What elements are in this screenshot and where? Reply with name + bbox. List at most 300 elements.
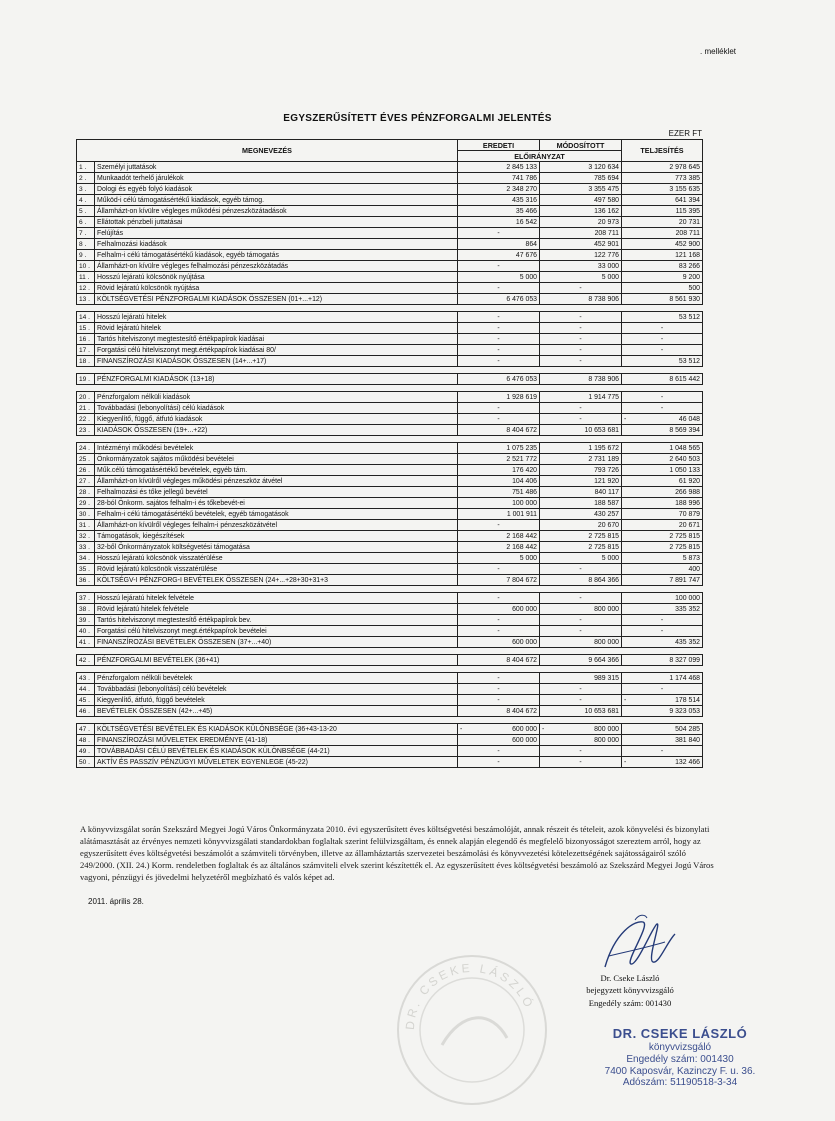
modositott-cell: 800 000 [540, 604, 622, 615]
modositott-cell: - [540, 626, 622, 637]
modositott-cell: 785 694 [540, 173, 622, 184]
teljesites-cell [622, 414, 703, 425]
table-row [77, 673, 703, 684]
row-label: KÖLTSÉGVETÉSI BEVÉTELEK ÉS KIADÁSOK KÜLÖNBSÉGE (36+43-13-20 [95, 724, 458, 735]
modositott-cell: 2 725 815 [540, 531, 622, 542]
teljesites-cell: - [622, 345, 703, 356]
spacer-cell [77, 648, 95, 655]
eredeti-cell: 1 928 619 [458, 392, 540, 403]
row-label: Pénzforgalom nélküli bevételek [95, 673, 458, 684]
row-number: 7 . [77, 228, 95, 239]
eredeti-cell: 2 845 133 [458, 162, 540, 173]
modositott-cell: 1 195 672 [540, 443, 622, 454]
row-label: Kiegyenlítő, függő, átfutó kiadások [95, 414, 458, 425]
modositott-cell: 188 587 [540, 498, 622, 509]
stamp-license: Engedély szám: 001430 [626, 1053, 734, 1065]
teljesites-cell: - [622, 615, 703, 626]
eredeti-cell: - [458, 283, 540, 294]
negative-sign: - [624, 415, 627, 423]
modositott-cell: - [540, 684, 622, 695]
teljesites-cell: 61 920 [622, 476, 703, 487]
teljesites-cell: 20 671 [622, 520, 703, 531]
row-number: 46 . [77, 706, 95, 717]
table-row [77, 228, 703, 239]
table-row [77, 294, 703, 305]
row-label: Államházt-on kívülre végleges felhalmozási pénzeszközátadás [95, 261, 458, 272]
stamp-name: DR. CSEKE LÁSZLÓ [612, 1026, 748, 1041]
eredeti-cell: - [458, 593, 540, 604]
spacer-cell [77, 305, 95, 312]
negative-sign: - [542, 725, 545, 733]
spacer-cell [622, 305, 703, 312]
teljesites-cell: 435 352 [622, 637, 703, 648]
modositott-cell: 793 726 [540, 465, 622, 476]
row-label: Munkaadót terhelő járulékok [95, 173, 458, 184]
eredeti-cell: 6 476 053 [458, 374, 540, 385]
row-number: 23 . [77, 425, 95, 436]
eredeti-cell: 2 348 270 [458, 184, 540, 195]
table-row [77, 487, 703, 498]
row-label: Államházt-on kívülről végleges működési pénzeszköz átvétel [95, 476, 458, 487]
teljesites-cell-value: 46 048 [678, 415, 700, 423]
eredeti-cell: - [458, 757, 540, 768]
row-number: 31 . [77, 520, 95, 531]
teljesites-cell: 7 891 747 [622, 575, 703, 586]
eredeti-cell: - [458, 615, 540, 626]
eredeti-cell: - [458, 228, 540, 239]
eredeti-cell: 2 168 442 [458, 531, 540, 542]
spacer-cell [77, 666, 95, 673]
spacer-cell [540, 586, 622, 593]
row-number: 44 . [77, 684, 95, 695]
table-row [77, 392, 703, 403]
modositott-cell: 8 864 366 [540, 575, 622, 586]
teljesites-cell: 1 048 565 [622, 443, 703, 454]
eredeti-cell: 751 486 [458, 487, 540, 498]
row-number: 2 . [77, 173, 95, 184]
table-row [77, 217, 703, 228]
row-label: KÖLTSÉGVETÉSI PÉNZFORGALMI KIADÁSOK ÖSSZESEN (01+...+12) [95, 294, 458, 305]
modositott-cell: 8 738 906 [540, 294, 622, 305]
eredeti-cell: 35 466 [458, 206, 540, 217]
row-number: 8 . [77, 239, 95, 250]
table-row [77, 476, 703, 487]
row-number: 11 . [77, 272, 95, 283]
table-spacer [77, 367, 703, 374]
eredeti-cell: 8 404 672 [458, 655, 540, 666]
teljesites-cell: 208 711 [622, 228, 703, 239]
table-row [77, 239, 703, 250]
table-row [77, 575, 703, 586]
unit-label: EZER FT [668, 129, 702, 138]
teljesites-cell: 8 327 099 [622, 655, 703, 666]
table-row [77, 684, 703, 695]
teljesites-cell: 20 731 [622, 217, 703, 228]
row-label: BEVÉTELEK ÖSSZESEN (42+...+45) [95, 706, 458, 717]
modositott-cell: 3 355 475 [540, 184, 622, 195]
eredeti-cell: 5 000 [458, 272, 540, 283]
table-row [77, 272, 703, 283]
spacer-cell [540, 666, 622, 673]
row-number: 5 . [77, 206, 95, 217]
teljesites-cell [622, 757, 703, 768]
row-number: 10 . [77, 261, 95, 272]
table-row [77, 706, 703, 717]
row-number: 42 . [77, 655, 95, 666]
eredeti-cell: - [458, 403, 540, 414]
row-number: 18 . [77, 356, 95, 367]
table-row [77, 374, 703, 385]
row-label: Rövid lejáratú kölcsönök visszatérülése [95, 564, 458, 575]
spacer-cell [95, 648, 458, 655]
spacer-cell [458, 717, 540, 724]
row-number: 41 . [77, 637, 95, 648]
row-label: Felhalm-i célú támogatásértékű kiadások, egyéb támogatás [95, 250, 458, 261]
spacer-cell [95, 666, 458, 673]
row-number: 38 . [77, 604, 95, 615]
spacer-cell [77, 367, 95, 374]
row-number: 29 . [77, 498, 95, 509]
eredeti-cell: - [458, 261, 540, 272]
modositott-cell: 1 914 775 [540, 392, 622, 403]
eredeti-cell: 176 420 [458, 465, 540, 476]
table-row [77, 195, 703, 206]
modositott-cell: 3 120 634 [540, 162, 622, 173]
modositott-cell: 989 315 [540, 673, 622, 684]
audit-paragraph: A könyvvizsgálat során Szekszárd Megyei Jogú Város Önkormányzata 2010. évi egyszerűsített éves költségvetési beszámolóját, annak részeit és tételeit, azok könyvelési és bizonylati alátámasztását az érvényes nemzeti könyvvizsgálati standardokban foglaltak szerint felülvizsgáltam, és ennek alapján elegendő és megfelelő bizonyosságot szereztem arról, hogy az egyszerűsített éves költségvetési beszámolót a számviteli törvényben, illetve az államháztartás szervezetei beszámolási és könyvvezetési kötelezettségének sajátosságairól szóló 249/2000. (XII. 24.) Korm. rendeletben foglaltak és az általános számviteli elvek szerint készítették el. Az egyszerűsített éves költségvetési beszámoló az Szekszárd Megyei Jogú Város vagyoni, pénzügyi és jövedelmi helyzetéről megbízható és valós képet ad. [80, 824, 714, 883]
teljesites-cell: 381 840 [622, 735, 703, 746]
teljesites-cell: 2 725 815 [622, 542, 703, 553]
teljesites-cell: - [622, 323, 703, 334]
table-row [77, 724, 703, 735]
eredeti-cell: 1 001 911 [458, 509, 540, 520]
row-label: 32-ből Önkormányzatok költségvetési támogatása [95, 542, 458, 553]
header-eredeti: EREDETI [458, 140, 540, 151]
table-row [77, 615, 703, 626]
table-row [77, 283, 703, 294]
teljesites-cell [622, 695, 703, 706]
teljesites-cell: 8 569 394 [622, 425, 703, 436]
row-label: Hosszú lejáratú kölcsönök nyújtása [95, 272, 458, 283]
modositott-cell: 430 257 [540, 509, 622, 520]
teljesites-cell: 641 394 [622, 195, 703, 206]
eredeti-cell: 6 476 053 [458, 294, 540, 305]
modositott-cell: 5 000 [540, 553, 622, 564]
eredeti-cell: - [458, 323, 540, 334]
row-label: Működ-i célú támogatásértékű kiadások, egyéb támog. [95, 195, 458, 206]
teljesites-cell: 2 725 815 [622, 531, 703, 542]
row-label: KIADÁSOK ÖSSZESEN (19+...+22) [95, 425, 458, 436]
spacer-cell [622, 586, 703, 593]
row-number: 22 . [77, 414, 95, 425]
spacer-cell [77, 436, 95, 443]
eredeti-cell: 1 075 235 [458, 443, 540, 454]
modositott-cell: 8 738 906 [540, 374, 622, 385]
teljesites-cell: 1 174 468 [622, 673, 703, 684]
modositott-cell: 9 664 366 [540, 655, 622, 666]
eredeti-cell: 600 000 [458, 604, 540, 615]
teljesites-cell: - [622, 746, 703, 757]
spacer-cell [622, 666, 703, 673]
row-label: Rövid lejáratú hitelek felvétele [95, 604, 458, 615]
table-spacer [77, 586, 703, 593]
row-number: 39 . [77, 615, 95, 626]
row-label: Forgatási célú hitelviszonyt megt.értékpapírok kiadásai 80/ [95, 345, 458, 356]
row-label: Továbbadási (lebonyolítási) célú kiadások [95, 403, 458, 414]
spacer-cell [540, 648, 622, 655]
table-row [77, 542, 703, 553]
table-row [77, 604, 703, 615]
row-label: Felhalmozási kiadások [95, 239, 458, 250]
row-number: 37 . [77, 593, 95, 604]
annex-label: . melléklet [700, 47, 737, 56]
teljesites-cell: 452 900 [622, 239, 703, 250]
eredeti-cell: 100 000 [458, 498, 540, 509]
spacer-cell [540, 367, 622, 374]
modositott-cell: - [540, 615, 622, 626]
teljesites-cell: 773 385 [622, 173, 703, 184]
eredeti-cell: - [458, 414, 540, 425]
row-number: 32 . [77, 531, 95, 542]
row-number: 28 . [77, 487, 95, 498]
spacer-cell [458, 367, 540, 374]
eredeti-cell: 600 000 [458, 735, 540, 746]
row-number: 48 . [77, 735, 95, 746]
row-label: PÉNZFORGALMI KIADÁSOK (13+18) [95, 374, 458, 385]
signer-name: Dr. Cseke László [600, 973, 660, 983]
eredeti-cell-value: 600 000 [512, 725, 537, 733]
table-spacer [77, 305, 703, 312]
teljesites-cell: 115 395 [622, 206, 703, 217]
spacer-cell [540, 717, 622, 724]
eredeti-cell: - [458, 746, 540, 757]
spacer-cell [540, 305, 622, 312]
spacer-cell [95, 305, 458, 312]
modositott-cell: - [540, 695, 622, 706]
teljesites-cell: 70 879 [622, 509, 703, 520]
stamp-title: könyvvizsgáló [648, 1042, 712, 1053]
spacer-cell [458, 385, 540, 392]
modositott-cell: 5 000 [540, 272, 622, 283]
row-number: 24 . [77, 443, 95, 454]
teljesites-cell-value: 132 466 [675, 758, 700, 766]
modositott-cell: - [540, 312, 622, 323]
modositott-cell: - [540, 283, 622, 294]
table-spacer [77, 385, 703, 392]
modositott-cell: 136 162 [540, 206, 622, 217]
teljesites-cell: 53 512 [622, 356, 703, 367]
eredeti-cell: 104 406 [458, 476, 540, 487]
row-label: FINANSZÍROZÁSI MŰVELETEK EREDMÉNYE (41-18) [95, 735, 458, 746]
table-row [77, 564, 703, 575]
table-row [77, 531, 703, 542]
spacer-cell [95, 367, 458, 374]
table-row [77, 184, 703, 195]
modositott-cell: 10 653 681 [540, 425, 622, 436]
table-row [77, 746, 703, 757]
spacer-cell [540, 385, 622, 392]
teljesites-cell: 53 512 [622, 312, 703, 323]
row-number: 43 . [77, 673, 95, 684]
teljesites-cell: 504 285 [622, 724, 703, 735]
modositott-cell: 122 776 [540, 250, 622, 261]
eredeti-cell: - [458, 345, 540, 356]
row-number: 9 . [77, 250, 95, 261]
table-body [77, 162, 703, 768]
table-row [77, 509, 703, 520]
spacer-cell [77, 717, 95, 724]
row-label: Támogatások, kiegészítések [95, 531, 458, 542]
teljesites-cell: 335 352 [622, 604, 703, 615]
modositott-cell: - [540, 356, 622, 367]
modositott-cell: - [540, 345, 622, 356]
row-label: Felhalmozási és tőke jellegű bevétel [95, 487, 458, 498]
modositott-cell: 452 901 [540, 239, 622, 250]
row-number: 17 . [77, 345, 95, 356]
row-number: 25 . [77, 454, 95, 465]
spacer-cell [95, 717, 458, 724]
cashflow-table [76, 139, 703, 768]
eredeti-cell: 741 786 [458, 173, 540, 184]
table-row [77, 553, 703, 564]
report-date: 2011. április 28. [88, 897, 144, 906]
table-row [77, 520, 703, 531]
row-label: FINANSZÍROZÁSI BEVÉTELEK ÖSSZESEN (37+...+40) [95, 637, 458, 648]
row-number: 27 . [77, 476, 95, 487]
row-label: Államházt-on kívülre végleges működési pénzeszközátadások [95, 206, 458, 217]
row-label: Tartós hitelviszonyt megtestesítő értékpapírok kiadásai [95, 334, 458, 345]
table-row [77, 334, 703, 345]
teljesites-cell: 400 [622, 564, 703, 575]
row-number: 13 . [77, 294, 95, 305]
row-label: Hosszú lejáratú kölcsönök visszatérülése [95, 553, 458, 564]
table-row [77, 403, 703, 414]
teljesites-cell: 121 168 [622, 250, 703, 261]
teljesites-cell: 8 615 442 [622, 374, 703, 385]
spacer-cell [622, 385, 703, 392]
signer-license: Engedély szám: 001430 [588, 997, 672, 1008]
row-number: 4 . [77, 195, 95, 206]
table-row [77, 345, 703, 356]
header-teljesites: TELJESÍTÉS [622, 140, 703, 162]
eredeti-cell: - [458, 684, 540, 695]
header-eloiranyzat: ELŐIRÁNYZAT [458, 151, 622, 162]
negative-sign: - [624, 696, 627, 704]
row-number: 40 . [77, 626, 95, 637]
row-label: Pénzforgalom nélküli kiadások [95, 392, 458, 403]
header-modositott: MÓDOSÍTOTT [540, 140, 622, 151]
row-label: Továbbadási (lebonyolítási) célú bevételek [95, 684, 458, 695]
eredeti-cell: 8 404 672 [458, 706, 540, 717]
table-row [77, 173, 703, 184]
teljesites-cell: 83 266 [622, 261, 703, 272]
spacer-cell [458, 436, 540, 443]
header-megnevezes: MEGNEVEZÉS [77, 140, 458, 162]
row-number: 49 . [77, 746, 95, 757]
table-spacer [77, 666, 703, 673]
eredeti-cell: 5 000 [458, 553, 540, 564]
row-label: Hosszú lejáratú hitelek [95, 312, 458, 323]
table-row [77, 443, 703, 454]
eredeti-cell: - [458, 626, 540, 637]
spacer-cell [458, 666, 540, 673]
modositott-cell: - [540, 334, 622, 345]
row-number: 20 . [77, 392, 95, 403]
table-row [77, 425, 703, 436]
table-spacer [77, 436, 703, 443]
table-row [77, 261, 703, 272]
table-row [77, 323, 703, 334]
row-label: Forgatási célú hitelviszonyt megt.értékpapírok bevételei [95, 626, 458, 637]
spacer-cell [95, 586, 458, 593]
row-number: 3 . [77, 184, 95, 195]
row-number: 35 . [77, 564, 95, 575]
negative-sign: - [624, 758, 627, 766]
eredeti-cell: 47 676 [458, 250, 540, 261]
table-row [77, 757, 703, 768]
modositott-cell-value: 800 000 [594, 725, 619, 733]
modositott-cell: - [540, 564, 622, 575]
modositott-cell: - [540, 746, 622, 757]
modositott-cell: - [540, 403, 622, 414]
eredeti-cell: - [458, 564, 540, 575]
row-label: Kiegyenlítő, átfutó, függő bevételek [95, 695, 458, 706]
spacer-cell [77, 586, 95, 593]
eredeti-cell: 435 316 [458, 195, 540, 206]
row-number: 16 . [77, 334, 95, 345]
teljesites-cell: 1 050 133 [622, 465, 703, 476]
eredeti-cell: - [458, 334, 540, 345]
stamp-tax: Adószám: 51190518-3-34 [622, 1077, 738, 1089]
table-row [77, 655, 703, 666]
row-number: 34 . [77, 553, 95, 564]
eredeti-cell: - [458, 356, 540, 367]
modositott-cell: - [540, 414, 622, 425]
modositott-cell: 20 670 [540, 520, 622, 531]
spacer-cell [77, 385, 95, 392]
row-number: 26 . [77, 465, 95, 476]
eredeti-cell: 600 000 [458, 637, 540, 648]
modositott-cell: 497 580 [540, 195, 622, 206]
row-label: Ellátottak pénzbeli juttatásai [95, 217, 458, 228]
signer-block [555, 972, 705, 1009]
modositott-cell: 208 711 [540, 228, 622, 239]
teljesites-cell: 188 996 [622, 498, 703, 509]
row-number: 15 . [77, 323, 95, 334]
modositott-cell: 10 653 681 [540, 706, 622, 717]
modositott-cell: - [540, 593, 622, 604]
teljesites-cell: - [622, 403, 703, 414]
row-label: AKTÍV ÉS PASSZÍV PÉNZÜGYI MŰVELETEK EGYENLEGE (45-22) [95, 757, 458, 768]
eredeti-cell: - [458, 673, 540, 684]
modositott-cell: - [540, 323, 622, 334]
row-label: Felújítás [95, 228, 458, 239]
row-label: Műk.célú támogatásértékű bevételek, egyéb tám. [95, 465, 458, 476]
teljesites-cell: 2 978 645 [622, 162, 703, 173]
eredeti-cell: 7 804 672 [458, 575, 540, 586]
eredeti-cell: - [458, 312, 540, 323]
modositott-cell: 20 973 [540, 217, 622, 228]
table-row [77, 312, 703, 323]
row-number: 19 . [77, 374, 95, 385]
table-row [77, 735, 703, 746]
teljesites-cell: - [622, 684, 703, 695]
spacer-cell [622, 648, 703, 655]
teljesites-cell: 500 [622, 283, 703, 294]
teljesites-cell: - [622, 392, 703, 403]
teljesites-cell: 100 000 [622, 593, 703, 604]
eredeti-cell: 2 521 772 [458, 454, 540, 465]
